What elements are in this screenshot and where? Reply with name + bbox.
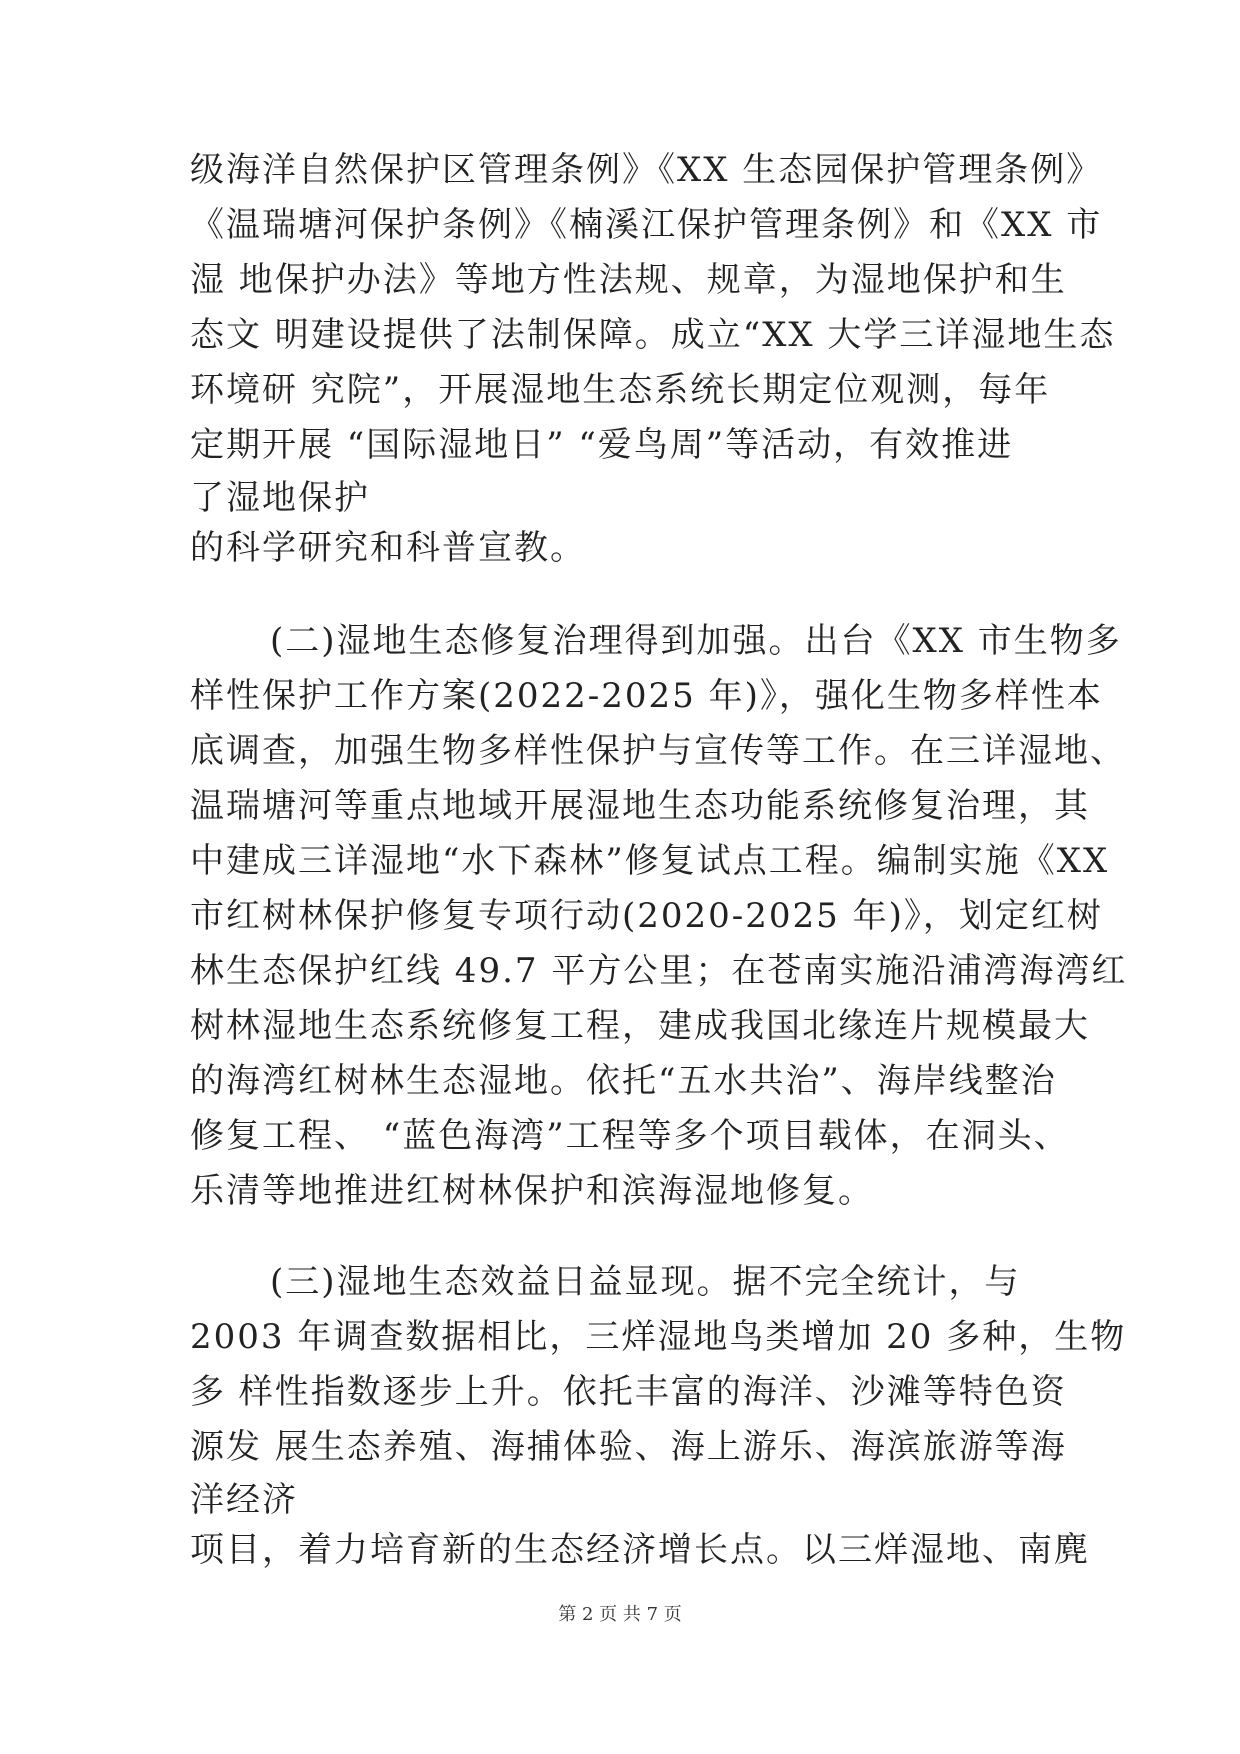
text-line: 林生态保护红线 49.7 平方公里；在苍南实施沿浦湾海湾红: [190, 951, 1128, 991]
text-line: 市红树林保护修复专项行动(2020-2025 年)》，划定红树: [190, 896, 1103, 936]
text-line: 温瑞塘河等重点地域开展湿地生态功能系统修复治理，其: [190, 786, 1090, 826]
text-line: 《温瑞塘河保护条例》《楠溪江保护管理条例》和《XX 市: [190, 205, 1103, 245]
text-line: 2003 年调查数据相比，三烊湿地鸟类增加 20 多种，生物: [190, 1317, 1127, 1357]
section-heading-3: (三)湿地生态效益日益显现。据不完全统计，与: [270, 1262, 1021, 1302]
text-line: 定期开展 “国际湿地日” “爱鸟周”等活动，有效推进: [190, 425, 1014, 465]
text-line: 树林湿地生态系统修复工程，建成我国北缘连片规模最大: [190, 1006, 1090, 1046]
text-line: 态文 明建设提供了法制保障。成立“XX 大学三详湿地生态: [190, 315, 1116, 355]
page-number: 第 2 页 共 7 页: [558, 1604, 682, 1625]
text-line: 了湿地保护: [190, 478, 370, 518]
text-line: 的科学研究和科普宣教。: [190, 528, 586, 568]
text-line: 多 样性指数逐步上升。依托丰富的海洋、沙滩等特色资: [190, 1372, 1067, 1412]
text-line: 底调查，加强生物多样性保护与宣传等工作。在三详湿地、: [190, 731, 1126, 771]
text-line: 的海湾红树林生态湿地。依托“五水共治”、海岸线整治: [190, 1061, 1057, 1101]
text-line: 源发 展生态养殖、海捕体验、海上游乐、海滨旅游等海: [190, 1427, 1067, 1467]
text-line: 乐清等地推进红树林保护和滨海湿地修复。: [190, 1171, 874, 1211]
text-line: 级海洋自然保护区管理条例》《XX 生态园保护管理条例》: [190, 150, 1103, 190]
text-line: 样性保护工作方案(2022-2025 年)》，强化生物多样性本: [190, 676, 1103, 716]
text-line: 修复工程、 “蓝色海湾”工程等多个项目载体，在洞头、: [190, 1116, 1070, 1156]
section-heading-2: (二)湿地生态修复治理得到加强。出台《XX 市生物多: [270, 621, 1122, 661]
text-line: 湿 地保护办法》等地方性法规、规章，为湿地保护和生: [190, 260, 1067, 300]
text-line: 洋经济: [190, 1480, 298, 1520]
text-line: 项目，着力培育新的生态经济增长点。以三烊湿地、南麂: [190, 1530, 1090, 1570]
text-line: 环境研 究院”，开展湿地生态系统长期定位观测，每年: [190, 370, 1051, 410]
text-line: 中建成三详湿地“水下森林”修复试点工程。编制实施《XX: [190, 841, 1110, 881]
